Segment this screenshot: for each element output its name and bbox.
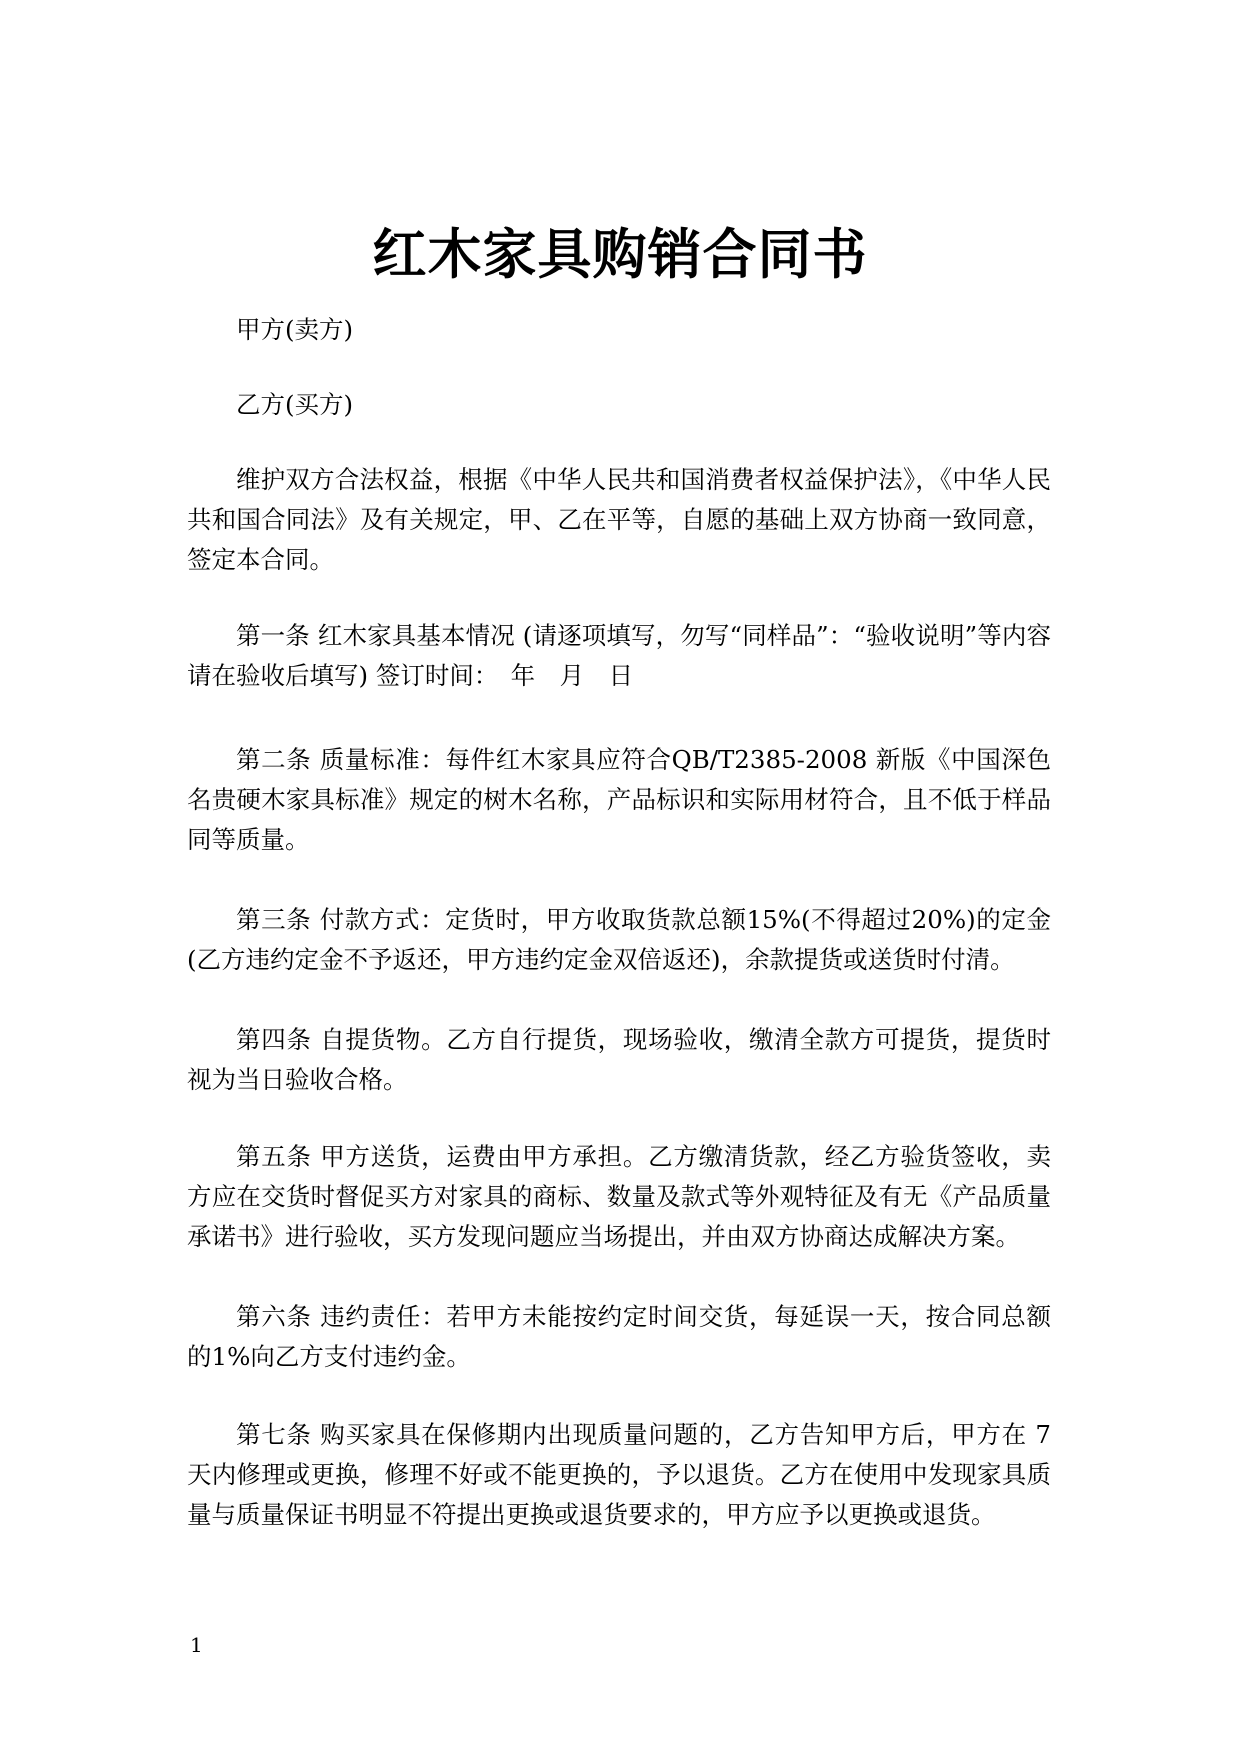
- article-4: 第四条 自提货物。乙方自行提货，现场验收，缴清全款方可提货，提货时视为当日验收合格。: [187, 1025, 1051, 1094]
- party-b-line: 乙方(买方): [236, 390, 354, 419]
- article-6: 第六条 违约责任：若甲方未能按约定时间交货，每延误一天，按合同总额的1%向乙方支付违约金。: [187, 1302, 1051, 1371]
- article-7: 第七条 购买家具在保修期内出现质量问题的，乙方告知甲方后，甲方在 7天内修理或更换，修理不好或不能更换的，予以退货。乙方在使用中发现家具质量与质量保证书明显不符提出更换或退货要求的，甲方应予以更换或退货。: [187, 1420, 1051, 1529]
- party-a-line: 甲方(卖方): [236, 315, 354, 344]
- article-2: 第二条 质量标准：每件红木家具应符合QB/T2385-2008 新版《中国深色名贵硬木家具标准》规定的树木名称，产品标识和实际用材符合，且不低于样品同等质量。: [187, 745, 1051, 854]
- page-number: 1: [190, 1633, 203, 1657]
- article-5: 第五条 甲方送货，运费由甲方承担。乙方缴清货款，经乙方验货签收，卖方应在交货时督促买方对家具的商标、数量及款式等外观特征及有无《产品质量承诺书》进行验收，买方发现问题应当场提出，并由双方协商达成解决方案。: [187, 1142, 1051, 1251]
- document-title: 红木家具购销合同书: [372, 223, 868, 287]
- article-3: 第三条 付款方式：定货时，甲方收取货款总额15%(不得超过20%)的定金(乙方违约定金不予返还，甲方违约定金双倍返还)，余款提货或送货时付清。: [187, 905, 1051, 974]
- preamble-paragraph: 维护双方合法权益，根据《中华人民共和国消费者权益保护法》，《中华人民共和国合同法》及有关规定，甲、乙在平等，自愿的基础上双方协商一致同意，签定本合同。: [187, 465, 1051, 574]
- article-1: 第一条 红木家具基本情况 (请逐项填写，勿写“同样品”：“验收说明”等内容请在验收后填写) 签订时间： 年 月 日: [187, 621, 1051, 690]
